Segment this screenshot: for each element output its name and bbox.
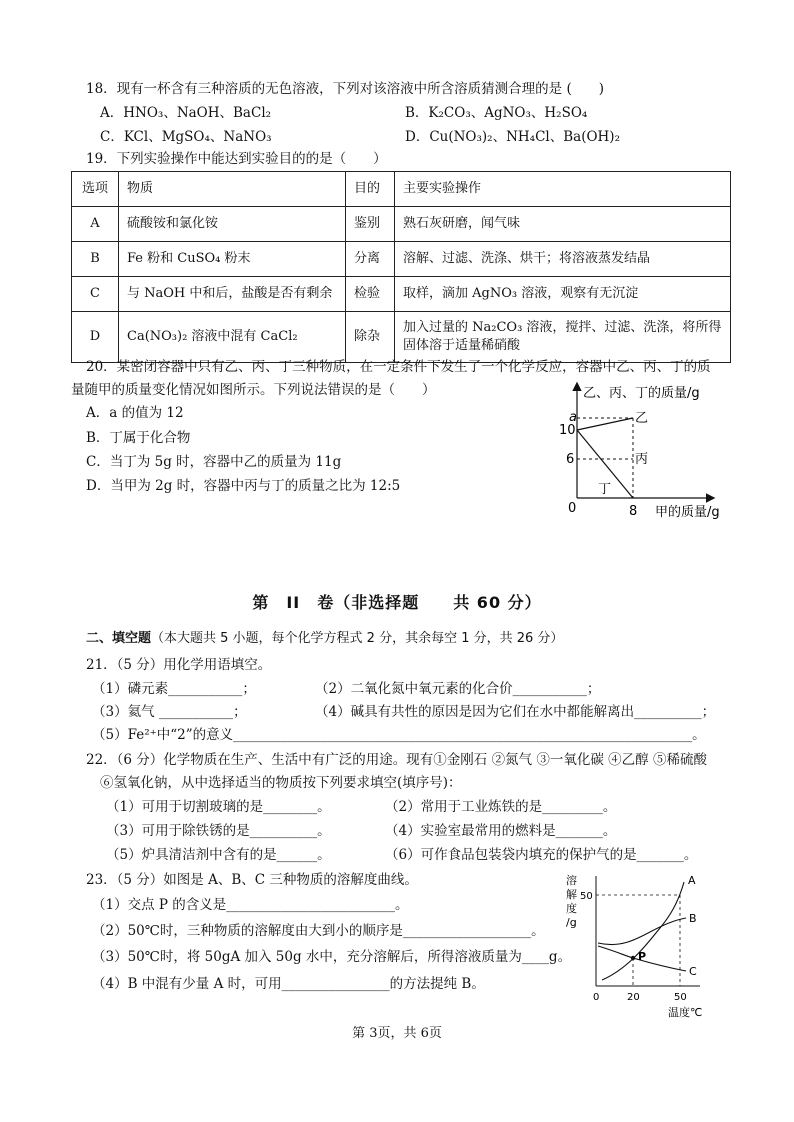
tick-0: 0 bbox=[568, 501, 577, 516]
q23-item-1: （1）交点 P 的含义是_________________________。 bbox=[92, 897, 409, 913]
q20-option-d: D．当甲为 2g 时，容器中丙与丁的质量之比为 12:5 bbox=[86, 478, 401, 494]
q21-item-1: （1）磷元素___________； bbox=[92, 681, 256, 697]
label-yi: 乙 bbox=[635, 411, 649, 426]
q22-stem-line2: ⑥氢氧化钠，从中选择适当的物质按下列要求填空(填序号)： bbox=[100, 775, 462, 791]
ylabel-3: 度 bbox=[566, 902, 577, 915]
label-a: A bbox=[688, 874, 696, 887]
q22-item-4: （4）实验室最常用的燃料是_______。 bbox=[385, 823, 617, 839]
table-cell: 熟石灰研磨，闻气味 bbox=[395, 207, 731, 242]
table-row bbox=[72, 242, 731, 277]
q23-item-4: （4）B 中混有少量 A 时，可用________________的方法提纯 B。 bbox=[92, 976, 485, 992]
line-yi bbox=[577, 418, 633, 430]
table-cell: 取样，滴加 AgNO₃ 溶液，观察有无沉淀 bbox=[395, 277, 731, 312]
table-row bbox=[72, 312, 731, 363]
ylabel-1: 溶 bbox=[566, 874, 577, 887]
q19-stem: 19．下列实验操作中能达到实验目的的是（ ） bbox=[86, 151, 387, 167]
table-header: 主要实验操作 bbox=[395, 172, 731, 207]
q21-item-3: （3）氦气 ___________； bbox=[92, 704, 247, 720]
curve-b bbox=[598, 918, 686, 945]
table-cell: 与 NaOH 中和后，盐酸是否有剩余 bbox=[119, 277, 346, 312]
label-b: B bbox=[689, 912, 697, 925]
q20-option-a: A．a 的值为 12 bbox=[86, 405, 184, 421]
tick-20-x: 20 bbox=[627, 992, 640, 1003]
table-cell: 检验 bbox=[346, 277, 395, 312]
q22-item-2: （2）常用于工业炼铁的是_________。 bbox=[385, 799, 617, 815]
q22-stem-line1: 22．（6 分）化学物质在生产、生活中有广泛的用途。现有①金刚石 ②氮气 ③一氧化碳 ④乙醇 ⑤稀硫酸 bbox=[86, 752, 707, 768]
q22-item-5: （5）炉具清洁剂中含有的是______。 bbox=[106, 847, 331, 863]
table-header: 选项 bbox=[72, 172, 119, 207]
q20-mass-graph bbox=[555, 378, 745, 528]
table-cell: D bbox=[72, 312, 119, 363]
q20-option-c: C．当丁为 5g 时，容器中乙的质量为 11g bbox=[86, 454, 342, 470]
table-header: 目的 bbox=[346, 172, 395, 207]
label-p: P bbox=[638, 950, 647, 963]
section-title: 二、填空题 bbox=[86, 631, 152, 646]
tick-a: a bbox=[569, 410, 577, 425]
q20-stem-line2: 量随甲的质量变化情况如图所示。下列说法错误的是（ ） bbox=[71, 382, 436, 398]
tick-8: 8 bbox=[629, 504, 638, 519]
xlabel: 甲的质量/g bbox=[655, 505, 720, 520]
q20-option-b: B．丁属于化合物 bbox=[86, 430, 191, 446]
label-ding: 丁 bbox=[598, 482, 612, 497]
table-header-row bbox=[72, 172, 731, 207]
point-p bbox=[631, 956, 635, 960]
ylabel-2: 解 bbox=[566, 888, 577, 901]
section-heading bbox=[86, 630, 563, 648]
table-row bbox=[72, 207, 731, 242]
table-row bbox=[72, 277, 731, 312]
part2-title: 第 II 卷（非选择题 共 60 分） bbox=[252, 593, 542, 612]
xlabel: 温度℃ bbox=[668, 1006, 703, 1019]
q18-option-d: D．Cu(NO₃)₂、NH₄Cl、Ba(OH)₂ bbox=[405, 129, 620, 145]
q22-item-1: （1）可用于切割玻璃的是________。 bbox=[106, 799, 331, 815]
table-cell: Ca(NO₃)₂ 溶液中混有 CaCl₂ bbox=[119, 312, 346, 363]
q21-item-4: （4）碱具有共性的原因是因为它们在水中都能解离出__________； bbox=[315, 704, 716, 720]
q22-item-6: （6）可作食品包装袋内填充的保护气的是_______。 bbox=[385, 847, 698, 863]
q18-option-c: C．KCl、MgSO₄、NaNO₃ bbox=[100, 129, 272, 145]
q18-option-a: A．HNO₃、NaOH、BaCl₂ bbox=[100, 105, 272, 121]
section-note: （本大题共 5 小题，每个化学方程式 2 分，其余每空 1 分，共 26 分） bbox=[151, 631, 564, 646]
tick-50-x: 50 bbox=[674, 992, 687, 1003]
label-c: C bbox=[689, 965, 697, 978]
q18-stem: 18．现有一杯含有三种溶质的无色溶液，下列对该溶液中所含溶质猜测合理的是 ( ) bbox=[86, 81, 605, 97]
table-cell: 分离 bbox=[346, 242, 395, 277]
table-cell: 加入过量的 Na₂CO₃ 溶液，搅拌、过滤、洗涤，将所得固体溶于适量稀硝酸 bbox=[395, 312, 731, 363]
tick-50-y: 50 bbox=[580, 891, 593, 902]
ylabel-4: /g bbox=[566, 916, 577, 929]
q21-item-5: （5）Fe²⁺中“2”的意义____________________________________________________________________。 bbox=[92, 727, 706, 743]
q23-item-2: （2）50℃时，三种物质的溶解度由大到小的顺序是___________________。 bbox=[92, 923, 545, 939]
q23-stem: 23．（5 分）如图是 A、B、C 三种物质的溶解度曲线。 bbox=[86, 872, 418, 888]
ylabel: 乙、丙、丁的质量/g bbox=[583, 386, 700, 401]
q23-item-3: （3）50℃时，将 50gA 加入 50g 水中，充分溶解后，所得溶液质量为____g。 bbox=[92, 949, 572, 965]
q20-stem-line1: 20．某密闭容器中只有乙、丙、丁三种物质，在一定条件下发生了一个化学反应，容器中乙、丙、丁的质 bbox=[86, 359, 711, 375]
table-cell: 溶解、过滤、洗涤、烘干；将溶液蒸发结晶 bbox=[395, 242, 731, 277]
table-cell: A bbox=[72, 207, 119, 242]
tick-6: 6 bbox=[566, 452, 575, 467]
q21-stem: 21．（5 分）用化学用语填空。 bbox=[86, 657, 272, 673]
table-cell: 硫酸铵和氯化铵 bbox=[119, 207, 346, 242]
curve-a bbox=[602, 882, 684, 980]
table-cell: 鉴别 bbox=[346, 207, 395, 242]
page-footer: 第 3页，共 6页 bbox=[352, 1026, 442, 1041]
q18-option-b: B．K₂CO₃、AgNO₃、H₂SO₄ bbox=[405, 105, 588, 121]
table-cell: C bbox=[72, 277, 119, 312]
table-cell: Fe 粉和 CuSO₄ 粉末 bbox=[119, 242, 346, 277]
table-cell: B bbox=[72, 242, 119, 277]
table-header: 物质 bbox=[119, 172, 346, 207]
q22-item-3: （3）可用于除铁锈的是__________。 bbox=[106, 823, 331, 839]
q23-solubility-graph bbox=[560, 868, 720, 1020]
q19-table bbox=[71, 171, 731, 363]
tick-10: 10 bbox=[559, 423, 576, 438]
label-bing: 丙 bbox=[635, 452, 649, 467]
tick-0-x: 0 bbox=[593, 992, 600, 1003]
q21-item-2: （2）二氧化氮中氧元素的化合价___________； bbox=[315, 681, 601, 697]
table-cell: 除杂 bbox=[346, 312, 395, 363]
